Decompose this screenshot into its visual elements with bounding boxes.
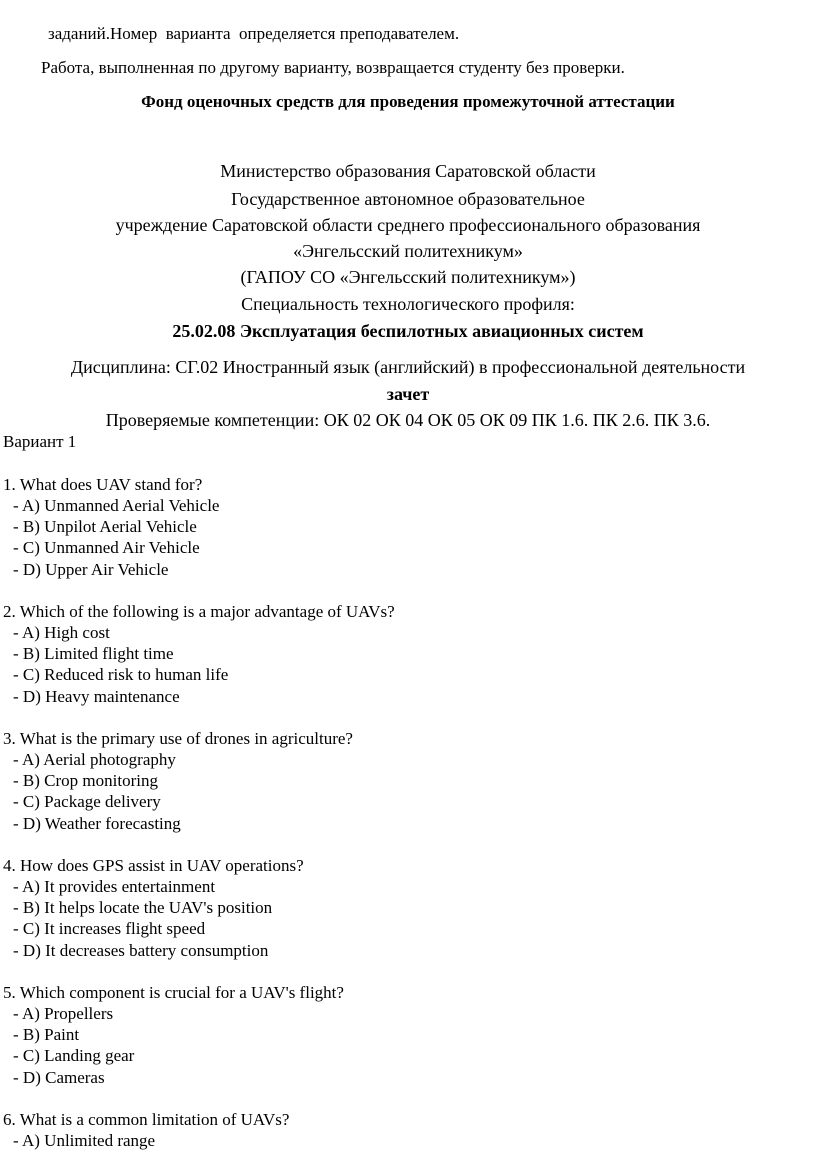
option-3a: - A) Aerial photography — [13, 750, 176, 769]
discipline: Дисциплина: СГ.02 Иностранный язык (английский) в профессиональной деятельности — [70, 357, 746, 377]
option-4a: - A) It provides entertainment — [13, 877, 216, 896]
option-1b: - B) Unpilot Aerial Vehicle — [13, 517, 197, 536]
option-5a: - A) Propellers — [13, 1004, 114, 1023]
option-6a: - A) Unlimited range — [13, 1131, 156, 1150]
option-3d: - D) Weather forecasting — [13, 814, 181, 833]
option-4d: - D) It decreases battery consumption — [13, 941, 269, 960]
question-6: 6. What is a common limitation of UAVs? — [3, 1110, 290, 1129]
institution-line-2: учреждение Саратовской области среднего профессионального образования — [115, 215, 701, 235]
option-2c: - C) Reduced risk to human life — [13, 665, 229, 684]
question-1: 1. What does UAV stand for? — [3, 475, 203, 494]
option-3b: - B) Crop monitoring — [13, 771, 158, 790]
intro-line-2: Работа, выполненная по другому варианту, возвращается студенту без проверки. — [41, 58, 625, 77]
question-3: 3. What is the primary use of drones in agriculture? — [3, 729, 353, 748]
specialty: 25.02.08 Эксплуатация беспилотных авиационных систем — [172, 321, 644, 341]
question-4: 4. How does GPS assist in UAV operations? — [3, 856, 304, 875]
fund-heading: Фонд оценочных средств для проведения промежуточной аттестации — [141, 92, 675, 111]
option-4b: - B) It helps locate the UAV's position — [13, 898, 273, 917]
intro-line-1: заданий.Номер варианта определяется преподавателем. — [48, 24, 460, 43]
variant-label: Вариант 1 — [3, 432, 77, 451]
option-5b: - B) Paint — [13, 1025, 80, 1044]
assessment-type: зачет — [386, 384, 430, 404]
option-2b: - B) Limited flight time — [13, 644, 174, 663]
option-3c: - C) Package delivery — [13, 792, 161, 811]
option-2a: - A) High cost — [13, 623, 110, 642]
institution-name: «Энгельсский политехникум» — [293, 241, 523, 261]
option-1a: - A) Unmanned Aerial Vehicle — [13, 496, 220, 515]
option-1d: - D) Upper Air Vehicle — [13, 560, 169, 579]
institution-abbr: (ГАПОУ СО «Энгельсский политехникум») — [240, 267, 576, 287]
institution-line-1: Государственное автономное образовательное — [231, 189, 585, 209]
option-4c: - C) It increases flight speed — [13, 919, 206, 938]
option-2d: - D) Heavy maintenance — [13, 687, 180, 706]
question-2: 2. Which of the following is a major advantage of UAVs? — [3, 602, 395, 621]
specialty-label: Специальность технологического профиля: — [241, 294, 575, 314]
ministry: Министерство образования Саратовской области — [220, 161, 596, 181]
competencies: Проверяемые компетенции: ОК 02 ОК 04 ОК 05 ОК 09 ПК 1.6. ПК 2.6. ПК 3.6. — [105, 410, 711, 430]
question-5: 5. Which component is crucial for a UAV's flight? — [3, 983, 344, 1002]
option-5c: - C) Landing gear — [13, 1046, 135, 1065]
option-5d: - D) Cameras — [13, 1068, 105, 1087]
option-1c: - C) Unmanned Air Vehicle — [13, 538, 200, 557]
